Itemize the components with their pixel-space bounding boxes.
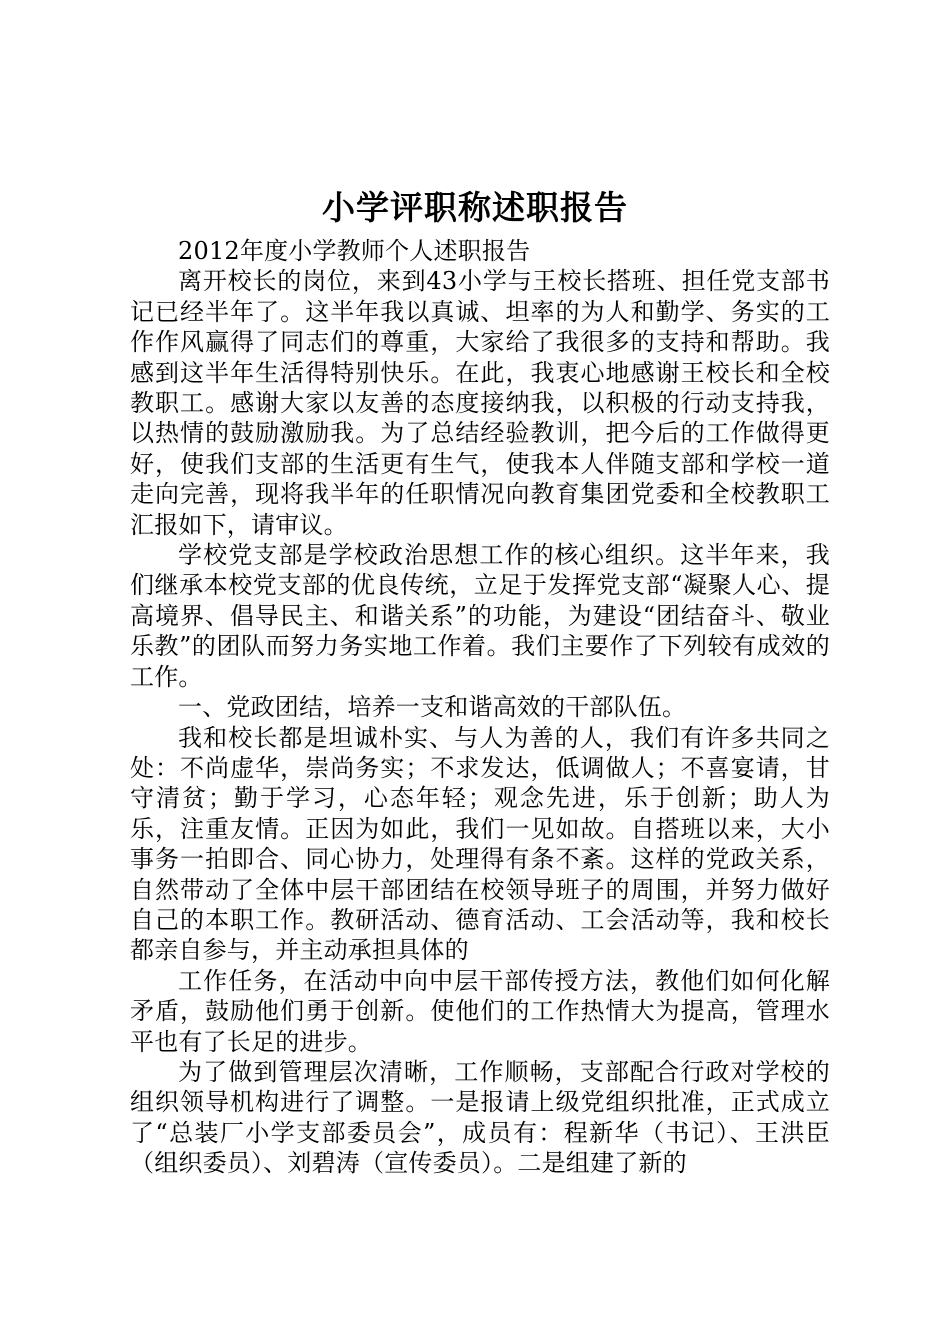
document-title: 小学评职称述职报告 — [322, 188, 628, 227]
report-subtitle: 2012年度小学教师个人述职报告 — [178, 237, 531, 265]
paragraph-work-tasks: 工作任务，在活动中向中层干部传授方法，教他们如何化解矛盾，鼓励他们勇于创新。使他们的工作热情大为提高，管理水平也有了长足的进步。 — [130, 966, 830, 1056]
paragraph-organization: 为了做到管理层次清晰，工作顺畅，支部配合行政对学校的组织领导机构进行了调整。一是报请上级党组织批准，正式成立了“总装厂小学支部委员会”，成员有：程新华（书记）、王洪臣（组织委员）、刘碧涛（宣传委员）。二是组建了新的 — [130, 1057, 830, 1178]
paragraph-party-branch: 学校党支部是学校政治思想工作的核心组织。这半年来，我们继承本校党支部的优良传统，立足于发挥党支部“凝聚人心、提高境界、倡导民主、和谐关系”的功能，为建设“团结奋斗、敬业乐教”的团队而努力务实地工作着。我们主要作了下列较有成效的工作。 — [130, 541, 830, 691]
document-body — [130, 236, 830, 1179]
paragraph-principal: 我和校长都是坦诚朴实、与人为善的人，我们有许多共同之处：不尚虚华，崇尚务实；不求发达，低调做人；不喜宴请，甘守清贫；勤于学习，心态年轻；观念先进，乐于创新；助人为乐，注重友情。正因为如此，我们一见如故。自搭班以来，大小事务一拍即合、同心协力，处理得有条不紊。这样的党政关系，自然带动了全体中层干部团结在校领导班子的周围，并努力做好自己的本职工作。教研活动、德育活动、工会活动等，我和校长都亲自参与，并主动承担具体的 — [130, 723, 830, 965]
paragraph-introduction: 离开校长的岗位，来到43小学与王校长搭班、担任党支部书记已经半年了。这半年我以真诚、坦率的为人和勤学、务实的工作作风赢得了同志们的尊重，大家给了我很多的支持和帮助。我感到这半年生活得特别快乐。在此，我衷心地感谢王校长和全校教职工。感谢大家以友善的态度接纳我，以积极的行动支持我，以热情的鼓励激励我。为了总结经验教训，把今后的工作做得更好，使我们支部的生活更有生气，使我本人伴随支部和学校一道走向完善，现将我半年的任职情况向教育集团党委和全校教职工汇报如下，请审议。 — [130, 267, 830, 539]
section-heading-1: 一、党政团结，培养一支和谐高效的干部队伍。 — [178, 693, 687, 722]
